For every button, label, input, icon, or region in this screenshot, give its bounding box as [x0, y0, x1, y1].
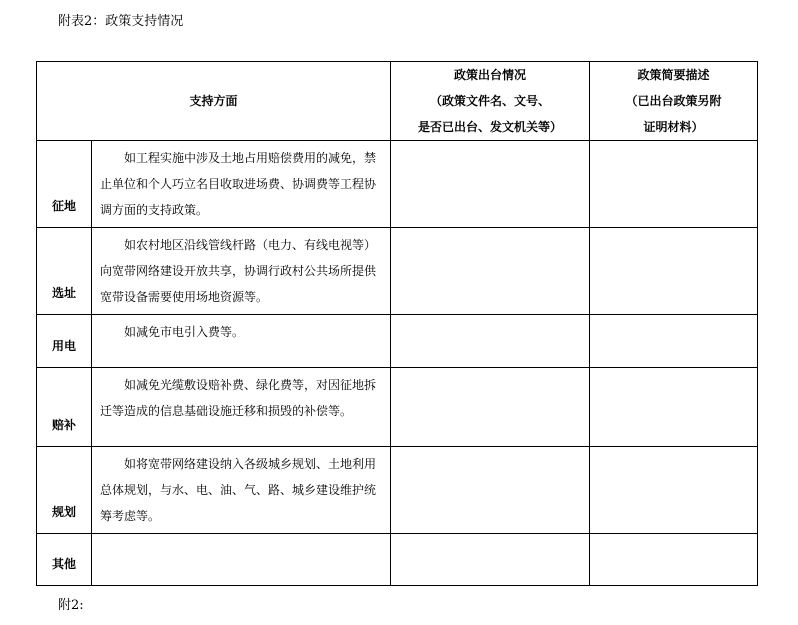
row-category: 规划 [37, 447, 92, 534]
row-policy-desc-cell [590, 315, 758, 368]
row-policy-desc-cell [590, 228, 758, 315]
row-category: 其他 [37, 534, 92, 586]
row-category: 赔补 [37, 368, 92, 447]
table-row [37, 447, 758, 534]
header-policy-status-line: 是否已出台、发文机关等） [418, 120, 563, 134]
row-policy-status-cell [391, 447, 590, 534]
header-policy-desc [590, 62, 758, 141]
row-policy-status-cell [391, 228, 590, 315]
row-policy-desc-cell [590, 141, 758, 228]
row-category: 征地 [37, 141, 92, 228]
row-description: 如减免市电引入费等。 [92, 315, 391, 368]
row-policy-status-cell [391, 315, 590, 368]
row-description: 如工程实施中涉及土地占用赔偿费用的减免，禁止单位和个人巧立名目收取进场费、协调费等工程协调方面的支持政策。 [92, 141, 391, 228]
row-policy-desc-cell [590, 534, 758, 586]
row-description [92, 534, 391, 586]
row-category: 用电 [37, 315, 92, 368]
header-aspect: 支持方面 [37, 62, 391, 141]
table-row [37, 534, 758, 586]
header-policy-status-line: 政策出台情况 [454, 68, 527, 82]
row-description: 如将宽带网络建设纳入各级城乡规划、土地利用总体规划，与水、电、油、气、路、城乡建设维护统筹考虑等。 [92, 447, 391, 534]
row-policy-desc-cell [590, 447, 758, 534]
table-header-row [37, 62, 758, 141]
row-description: 如农村地区沿线管线杆路（电力、有线电视等）向宽带网络建设开放共享，协调行政村公共场所提供宽带设备需要使用场地资源等。 [92, 228, 391, 315]
row-policy-status-cell [391, 534, 590, 586]
header-policy-status-line: （政策文件名、文号、 [430, 94, 551, 108]
table-row [37, 368, 758, 447]
header-policy-desc-line: （已出台政策另附 [625, 94, 722, 108]
row-description: 如减免光缆敷设赔补费、绿化费等，对因征地拆迁等造成的信息基础设施迁移和损毁的补偿等。 [92, 368, 391, 447]
row-policy-status-cell [391, 141, 590, 228]
header-policy-desc-line: 政策简要描述 [637, 68, 710, 82]
row-policy-desc-cell [590, 368, 758, 447]
header-policy-desc-line: 证明材料） [643, 120, 704, 134]
table-row [37, 228, 758, 315]
table-row [37, 141, 758, 228]
row-category: 选址 [37, 228, 92, 315]
row-policy-status-cell [391, 368, 590, 447]
attachment-label: 附2: [58, 598, 84, 613]
table-caption: 附表2：政策支持情况 [58, 14, 184, 29]
policy-support-table [36, 61, 758, 586]
header-policy-status [391, 62, 590, 141]
table-row [37, 315, 758, 368]
